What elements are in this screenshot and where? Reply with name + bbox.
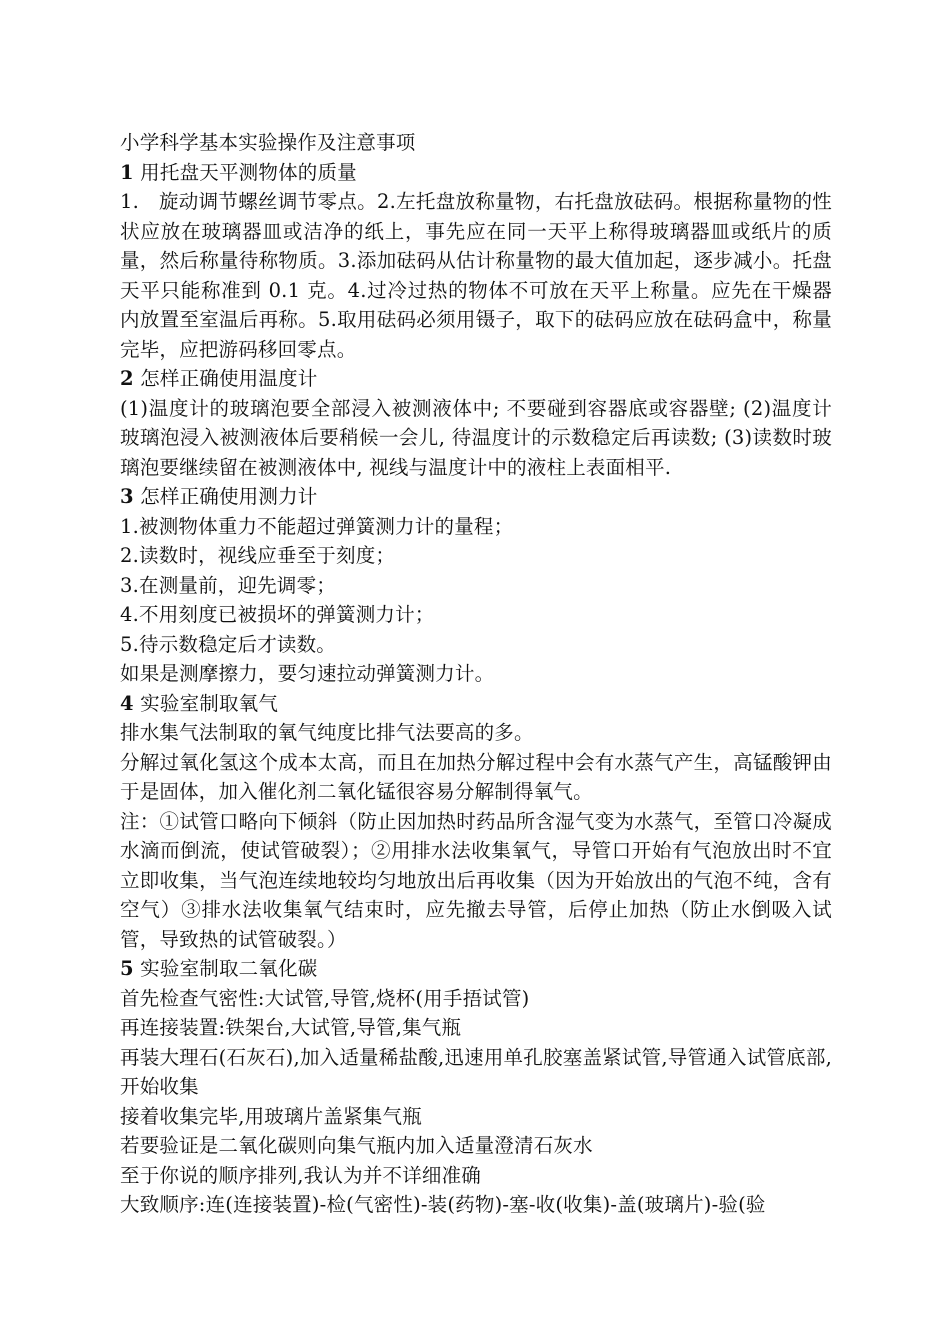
- paragraph: (1)温度计的玻璃泡要全部浸入被测液体中; 不要碰到容器底或容器壁; (2)温度计玻璃泡浸入被测液体后要稍候一会儿, 待温度计的示数稳定后再读数; (3)读数时玻璃泡要继续留在被测液体中, 视线与温度计中的液柱上表面相平.: [120, 396, 832, 479]
- paragraph: 注：①试管口略向下倾斜（防止因加热时药品所含湿气变为水蒸气，至管口冷凝成水滴而倒流，使试管破裂）；②用排水法收集氧气，导管口开始有气泡放出时不宜立即收集，当气泡连续地较均匀地放出后再收集（因为开始放出的气泡不纯，含有空气）③排水法收集氧气结束时，应先撤去导管，后停止加热（防止水倒吸入试管，导致热的试管破裂。）: [120, 809, 832, 951]
- paragraph: 接着收集完毕,用玻璃片盖紧集气瓶: [120, 1104, 422, 1128]
- section-heading-2: [120, 364, 832, 394]
- section-number: 4: [120, 691, 134, 715]
- paragraph: 排水集气法制取的氧气纯度比排气法要高的多。: [120, 721, 534, 744]
- paragraph: 2.读数时，视线应垂至于刻度；: [120, 544, 396, 567]
- paragraph: 1. 旋动调节螺丝调节零点。2.左托盘放称量物，右托盘放砝码。根据称量物的性状应放在玻璃器皿或洁净的纸上，事先应在同一天平上称得玻璃器皿或纸片的质量，然后称量待称物质。3.添加砝码从估计称量物的最大值加起，逐步减小。托盘天平只能称准到 0.1 克。4.过冷过热的物体不可放在天平上称量。应先在干燥器内放置至室温后再称。5.取用砝码必须用镊子，取下的砝码应放在砝码盒中，称量完毕，应把游码移回零点。: [120, 190, 832, 361]
- section-heading-text: 实验室制取二氧化碳: [133, 957, 318, 980]
- paragraph: 再装大理石(石灰石),加入适量稀盐酸,迅速用单孔胶塞盖紧试管,导管通入试管底部,开始收集: [120, 1045, 832, 1098]
- paragraph: 再连接装置:铁架台,大试管,导管,集气瓶: [120, 1016, 462, 1039]
- section-heading-5: [120, 954, 832, 984]
- paragraph: 4.不用刻度已被损坏的弹簧测力计；: [120, 603, 435, 626]
- section-number: 2: [120, 367, 134, 390]
- section-heading-text: 怎样正确使用温度计: [133, 367, 318, 390]
- paragraph: 分解过氧化氢这个成本太高，而且在加热分解过程中会有水蒸气产生，高锰酸钾由于是固体，加入催化剂二氧化锰很容易分解制得氧气。: [120, 750, 832, 803]
- section-heading-1: [120, 158, 832, 188]
- document-title: 小学科学基本实验操作及注意事项: [120, 131, 416, 154]
- paragraph: 1.被测物体重力不能超过弹簧测力计的量程；: [120, 514, 514, 538]
- paragraph: 若要验证是二氧化碳则向集气瓶内加入适量澄清石灰水: [120, 1134, 593, 1157]
- paragraph: 5.待示数稳定后才读数。: [120, 632, 337, 656]
- paragraph: 至于你说的顺序排列,我认为并不详细准确: [120, 1163, 481, 1187]
- paragraph: 3.在测量前，迎先调零；: [120, 573, 337, 597]
- section-heading-4: [120, 689, 832, 719]
- section-heading-text: 怎样正确使用测力计: [133, 485, 318, 508]
- section-heading-3: [120, 482, 832, 512]
- section-number: 3: [120, 485, 134, 508]
- section-number: 1: [120, 160, 134, 184]
- section-heading-text: 实验室制取氧气: [133, 691, 279, 715]
- section-number: 5: [120, 957, 134, 980]
- document-page: [120, 128, 832, 1220]
- paragraph: 首先检查气密性:大试管,导管,烧杯(用手捂试管): [120, 986, 530, 1010]
- section-heading-text: 用托盘天平测物体的质量: [133, 160, 357, 184]
- paragraph: 大致顺序:连(连接装置)-检(气密性)-装(药物)-塞-收(收集)-盖(玻璃片)-验(验: [120, 1193, 766, 1216]
- paragraph: 如果是测摩擦力，要匀速拉动弹簧测力计。: [120, 662, 495, 685]
